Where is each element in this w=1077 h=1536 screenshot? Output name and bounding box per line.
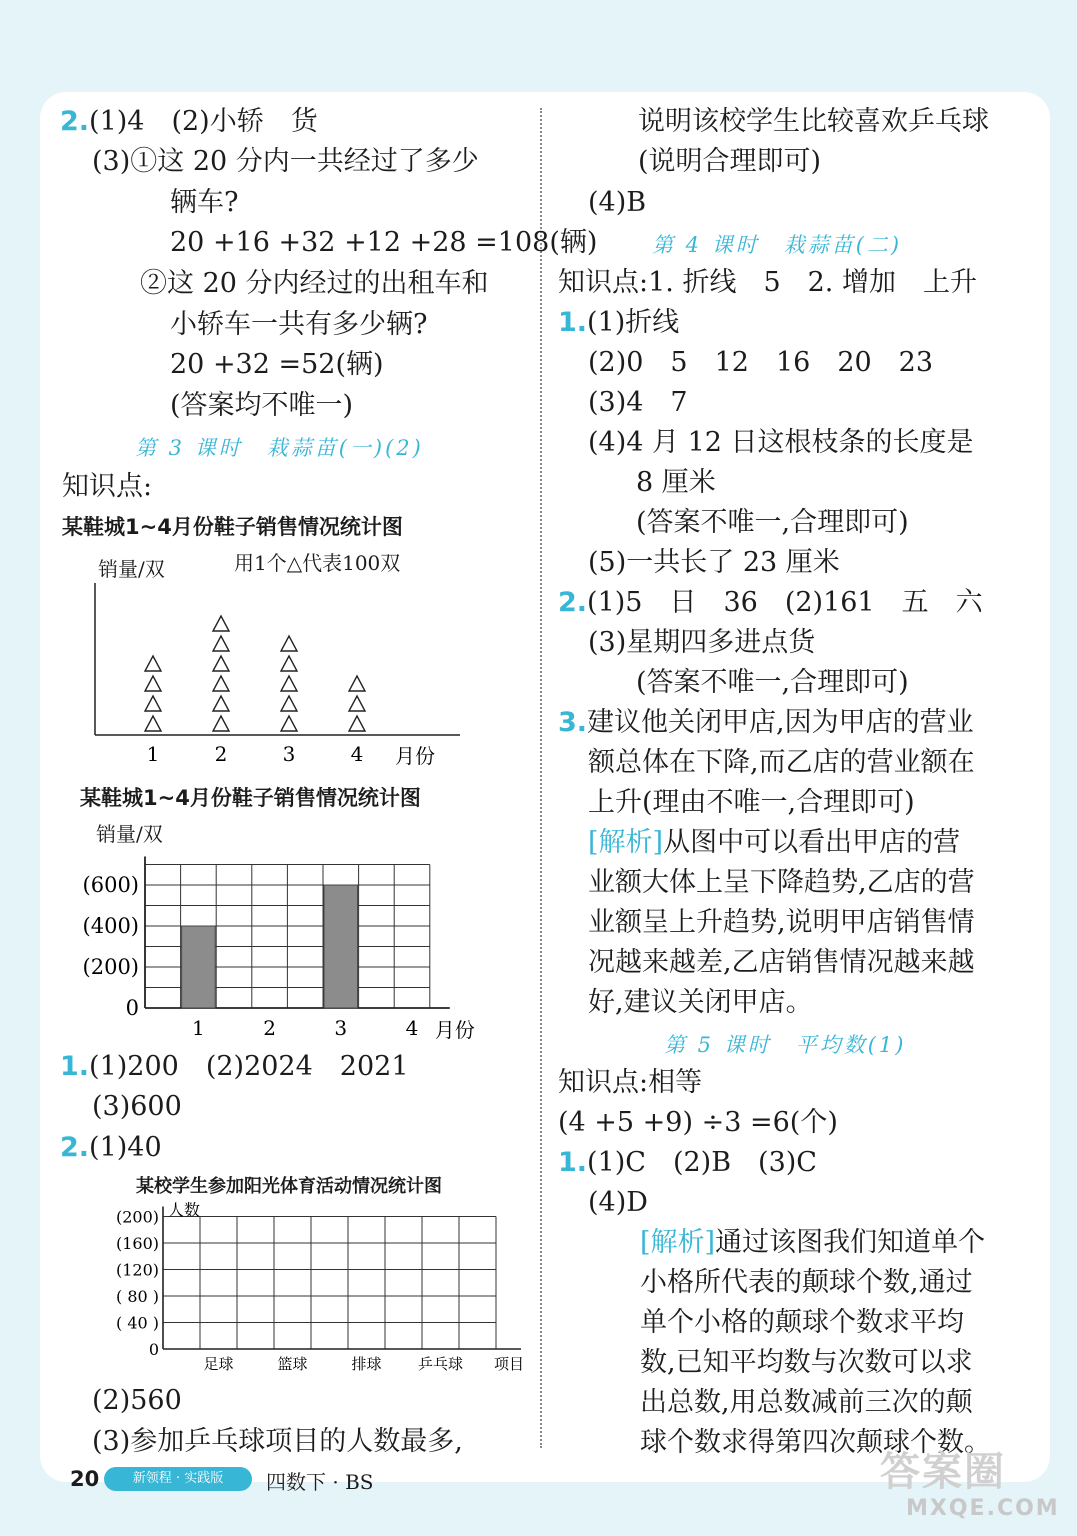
- right-line1: 说明该校学生比较喜欢乒乓球: [638, 106, 989, 137]
- subject-label: 四数下 · BS: [266, 1470, 374, 1494]
- chart1-x-tick: 2: [214, 742, 228, 766]
- right-q2-line3: (答案不唯一,合理即可): [636, 667, 909, 698]
- knowledge-5-equation: (4 +5 +9) ÷3 =6(个): [558, 1107, 838, 1138]
- left-q2-line3: 辆车?: [170, 187, 239, 218]
- chart2-x-tick: 1: [192, 1016, 205, 1040]
- right-q1-line5: 8 厘米: [636, 467, 716, 498]
- column-divider: [540, 108, 542, 1448]
- chart1-x-tick: 4: [350, 742, 364, 766]
- q-number: 1.: [558, 1147, 588, 1178]
- chart1-triangle-symbol: [213, 636, 229, 651]
- chart1-triangle-symbol: [145, 676, 161, 691]
- chart2-bar-chart: [55, 845, 535, 1045]
- q-number: 2.: [60, 1132, 90, 1163]
- chart1-triangle-symbol: [145, 696, 161, 711]
- right-q5-line7: 出总数,用总数减前三次的颠: [640, 1387, 973, 1418]
- watermark-logo: 答案圈: [880, 1449, 1006, 1495]
- analysis-label: [解析]: [588, 827, 664, 858]
- right-q1-line2: (2)0 5 12 16 20 23: [588, 347, 934, 378]
- left-q2-line4: 20 +16 +32 +12 +28 =108(辆): [170, 227, 598, 258]
- chart1-triangle-symbol: [213, 716, 229, 731]
- chart2-title: 某鞋城1~4月份鞋子销售情况统计图: [80, 786, 421, 810]
- chart1-legend-note: 用1个△代表100双: [234, 551, 401, 575]
- chart3-x-tick: 乒乓球: [417, 1355, 464, 1373]
- chart1-triangle-symbol: [349, 676, 365, 691]
- chart1-triangle-symbol: [213, 616, 229, 631]
- right-q3-line5: 业额大体上呈下降趋势,乙店的营: [588, 867, 975, 898]
- chart3-y-tick: (200): [115, 1207, 159, 1227]
- left-q2-line7: 20 +32 =52(辆): [170, 349, 384, 380]
- right-q5-line3: [解析]通过该图我们知道单个: [640, 1227, 986, 1258]
- lesson-5-heading: 第 5 课时 平均数(1): [664, 1033, 907, 1057]
- right-q5-line2: (4)D: [588, 1187, 648, 1218]
- q-number: 2.: [558, 587, 588, 618]
- chart1-x-tick: 3: [282, 742, 296, 766]
- left-q2b-line1: 2.(1)40: [60, 1132, 162, 1163]
- right-q3-line6: 业额呈上升趋势,说明甲店销售情: [588, 907, 975, 938]
- left-q2-line6: 小轿车一共有多少辆?: [170, 309, 428, 340]
- right-q5-line8: 球个数求得第四次颠球个数。: [640, 1427, 991, 1458]
- chart1-triangle-symbol: [281, 696, 297, 711]
- q-number: 2.: [60, 106, 90, 137]
- chart2-y-tick: 0: [125, 996, 139, 1020]
- chart1-pictograph: [60, 575, 530, 775]
- right-q2-line2: (3)星期四多进点货: [588, 627, 816, 658]
- left-q2-line2: (3)①这 20 分内一共经过了多少: [92, 146, 479, 177]
- chart3-y-tick: ( 80 ): [115, 1287, 159, 1306]
- right-q1-line7: (5)一共长了 23 厘米: [588, 547, 840, 578]
- chart1-triangle-symbol: [349, 696, 365, 711]
- analysis-label: [解析]: [640, 1227, 716, 1258]
- chart2-x-tick: 4: [405, 1016, 419, 1040]
- right-q5-line4: 小格所代表的颠球个数,通过: [640, 1267, 973, 1298]
- right-q2-line1: 2.(1)5 日 36 (2)161 五 六: [558, 587, 983, 618]
- chart3-x-tick: 篮球: [277, 1355, 308, 1373]
- right-q1-line4: (4)4 月 12 日这根枝条的长度是: [588, 427, 974, 458]
- left-q1-line1: 1.(1)200 (2)2024 2021: [60, 1051, 409, 1082]
- right-q3-line3: 上升(理由不唯一,合理即可): [588, 787, 915, 818]
- chart2-y-tick: (400): [82, 914, 139, 938]
- right-q1-line1: 1.(1)折线: [558, 307, 680, 338]
- chart1-triangle-symbol: [281, 676, 297, 691]
- chart2-x-tick: 3: [334, 1016, 348, 1040]
- chart3-title: 某校学生参加阳光体育活动情况统计图: [136, 1176, 442, 1197]
- chart3-ylabel: 人数: [168, 1200, 201, 1220]
- chart1-title: 某鞋城1~4月份鞋子销售情况统计图: [62, 515, 403, 539]
- chart1-triangle-symbol: [213, 676, 229, 691]
- chart2-ylabel: 销量/双: [96, 822, 163, 846]
- right-q1-line3: (3)4 7: [588, 387, 688, 418]
- left-q2-line5: ②这 20 分内经过的出租车和: [140, 268, 489, 299]
- chart1-xlabel: 月份: [395, 744, 435, 768]
- series-badge: 新领程 · 实践版: [104, 1467, 252, 1491]
- right-q1-line6: (答案不唯一,合理即可): [636, 507, 909, 538]
- right-q3-line7: 况越来越差,乙店销售情况越来越: [588, 947, 975, 978]
- chart3-y-tick: ( 40 ): [115, 1313, 159, 1333]
- chart2-bar: [182, 926, 216, 1008]
- chart1-triangle-symbol: [281, 716, 297, 731]
- left-q2-line8: (答案均不唯一): [170, 390, 354, 421]
- right-q3-line2: 额总体在下降,而乙店的营业额在: [588, 747, 975, 778]
- q-number: 1.: [558, 307, 588, 338]
- left-q1-line2: (3)600: [92, 1091, 182, 1122]
- right-line2: (说明合理即可): [638, 146, 822, 177]
- lesson-3-heading: 第 3 课时 栽蒜苗(一)(2): [135, 436, 424, 460]
- chart3-x-tick: 排球: [351, 1355, 382, 1373]
- chart2-x-tick: 2: [263, 1016, 276, 1040]
- right-q3-line4: [解析]从图中可以看出甲店的营: [588, 827, 961, 858]
- page-number: 20: [70, 1467, 100, 1491]
- chart3-y-tick: 0: [148, 1340, 159, 1359]
- chart3-xlabel: 项目: [494, 1355, 525, 1373]
- chart1-triangle-symbol: [281, 656, 297, 671]
- right-q5-line6: 数,已知平均数与次数可以求: [640, 1347, 973, 1378]
- right-q3-line8: 好,建议关闭甲店。: [588, 987, 813, 1018]
- chart2-y-tick: (600): [82, 873, 139, 897]
- watermark-url: MXQE.COM: [906, 1496, 1060, 1521]
- chart1-triangle-symbol: [349, 716, 365, 731]
- chart1-triangle-symbol: [145, 716, 161, 731]
- left-q2-line1: 2.(1)4 (2)小轿 货: [60, 106, 318, 137]
- chart1-triangle-symbol: [145, 656, 161, 671]
- chart3-grid-chart: [80, 1192, 540, 1382]
- chart2-xlabel: 月份: [434, 1018, 475, 1042]
- q-number: 3.: [558, 707, 588, 738]
- right-line3: (4)B: [588, 187, 647, 218]
- chart1-triangle-symbol: [281, 636, 297, 651]
- chart3-y-tick: (160): [115, 1234, 159, 1253]
- left-q2b-line2: (2)560: [92, 1385, 182, 1416]
- q-number: 1.: [60, 1051, 90, 1082]
- knowledge-4: 知识点:1. 折线 5 2. 增加 上升: [558, 267, 977, 298]
- knowledge-label: 知识点:: [62, 471, 153, 502]
- knowledge-5: 知识点:相等: [558, 1067, 703, 1098]
- chart3-y-tick: (120): [115, 1260, 159, 1280]
- chart1-x-tick: 1: [146, 742, 160, 766]
- right-q5-line1: 1.(1)C (2)B (3)C: [558, 1147, 817, 1178]
- chart3-x-tick: 足球: [203, 1355, 234, 1373]
- chart1-triangle-symbol: [213, 696, 229, 711]
- left-q2b-line3: (3)参加乒乓球项目的人数最多,: [92, 1426, 463, 1457]
- chart1-ylabel: 销量/双: [98, 557, 165, 581]
- lesson-4-heading: 第 4 课时 栽蒜苗(二): [652, 233, 903, 257]
- chart2-bar: [324, 885, 358, 1008]
- chart2-y-tick: (200): [82, 955, 139, 979]
- right-q3-line1: 3.建议他关闭甲店,因为甲店的营业: [558, 707, 974, 738]
- chart1-triangle-symbol: [213, 656, 229, 671]
- right-q5-line5: 单个小格的颠球个数求平均: [640, 1307, 964, 1338]
